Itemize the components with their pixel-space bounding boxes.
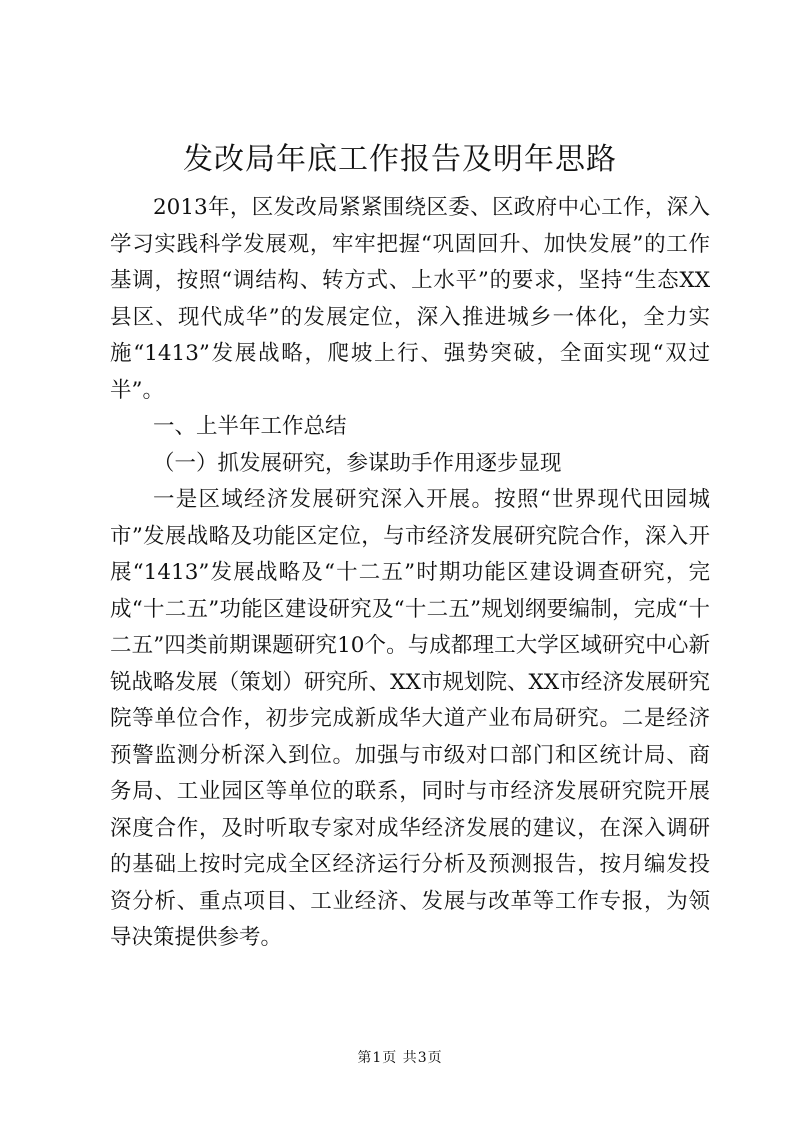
- body-paragraph: 一是区域经济发展研究深入开展。按照“世界现代田园城市”发展战略及功能区定位，与市经济发展研究院合作，深入开展“1413”发展战略及“十二五”时期功能区建设调查研究，完成“十二五”功能区建设研究及“十二五”规划纲要编制，完成“十二五”四类前期课题研究10个。与成都理工大学区域研究中心新锐战略发展（策划）研究所、XX市规划院、XX市经济发展研究院等单位合作，初步完成新成华大道产业布局研究。二是经济预警监测分析深入到位。加强与市级对口部门和区统计局、商务局、工业园区等单位的联系，同时与市经济发展研究院开展深度合作，及时听取专家对成华经济发展的建议，在深入调研的基础上按时完成全区经济运行分析及预测报告，按月编发投资分析、重点项目、工业经济、发展与改革等工作专报，为领导决策提供参考。: [110, 487, 710, 950]
- page-number-footer: 第1页 共3页: [357, 1050, 443, 1066]
- subsection-heading: （一）抓发展研究，参谋助手作用逐步显现: [153, 450, 562, 476]
- document-body: [110, 190, 710, 957]
- document-title: 发改局年底工作报告及明年思路: [183, 142, 617, 177]
- section-heading: 一、上半年工作总结: [153, 414, 347, 439]
- intro-paragraph: 2013年，区发改局紧紧围绕区委、区政府中心工作，深入学习实践科学发展观，牢牢把握“巩固回升、加快发展”的工作基调，按照“调结构、转方式、上水平”的要求，坚持“生态XX县区、现代成华”的发展定位，深入推进城乡一体化，全力实施“1413”发展战略，爬坡上行、强势突破，全面实现“双过半”。: [110, 195, 710, 403]
